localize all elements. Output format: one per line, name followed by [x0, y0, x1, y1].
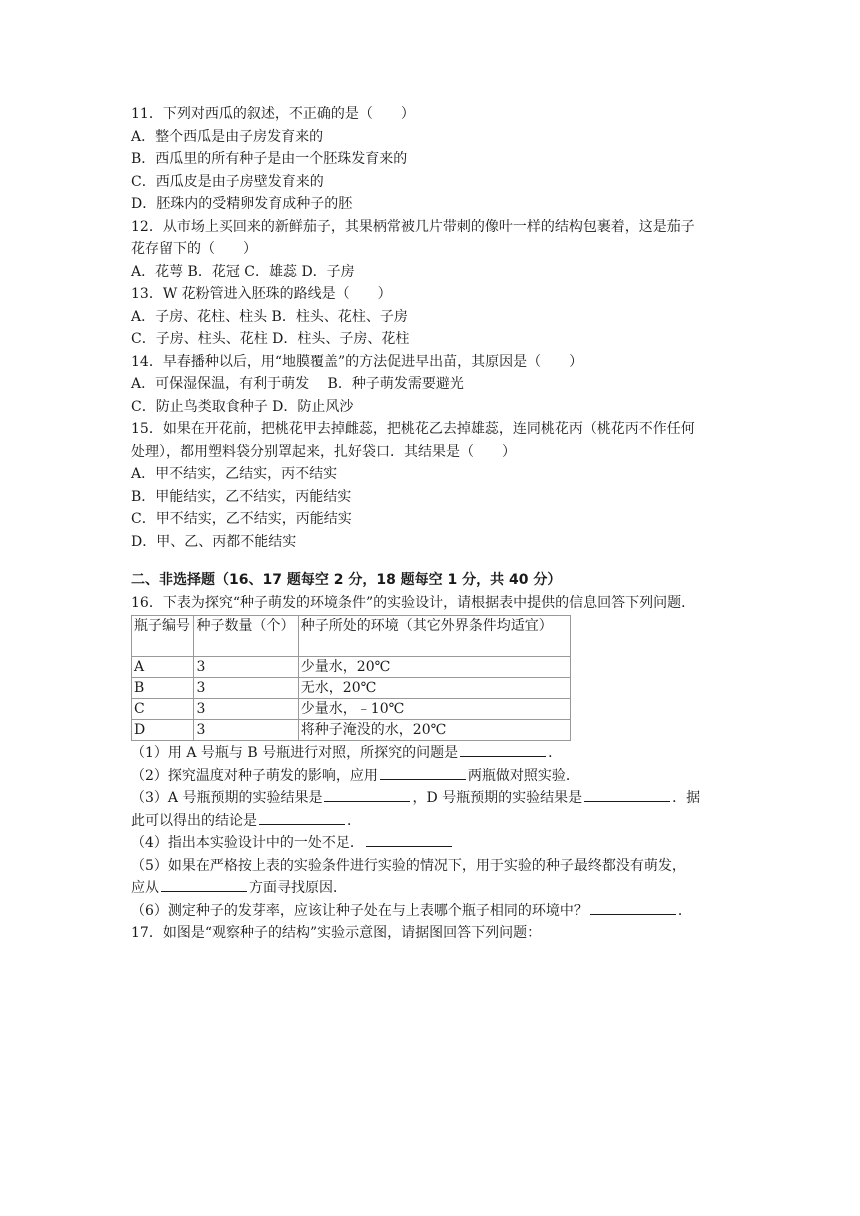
- q14-options-ab: A．可保湿保温，有利于萌发 B．种子萌发需要避光: [131, 376, 464, 392]
- q16-part1: [131, 742, 731, 765]
- answer-blank[interactable]: [380, 765, 466, 780]
- q16-part2: [131, 765, 731, 788]
- q11-stem: 11．下列对西瓜的叙述，不正确的是（ ）: [131, 106, 415, 122]
- q16-part3-line2-end: ．: [347, 812, 361, 829]
- q13-options-ab: A．子房、花柱、柱头 B．柱头、花柱、子房: [131, 308, 408, 325]
- q16-part1-end: ．: [548, 745, 563, 761]
- q16-part3-line2: [131, 810, 731, 833]
- q16-part6: [131, 900, 731, 923]
- q16-part5-line1: （5）如果在严格按上表的实验条件进行实验的情况下，用于实验的种子最终都没有萌发，: [131, 857, 686, 874]
- table-cell: 将种子淹没的水，20℃: [298, 720, 570, 741]
- table-header-cell: 种子数量（个）: [194, 616, 298, 657]
- table-cell: 少量水，20℃: [298, 657, 570, 678]
- q16-part3-text: （3）A 号瓶预期的实验结果是: [131, 790, 323, 806]
- q11-option-d: D．胚珠内的受精卵发育成种子的胚: [131, 196, 353, 212]
- table-cell: D: [132, 720, 194, 741]
- table-cell: 3: [194, 678, 298, 699]
- q15-option-c: C．甲不结实，乙不结实，丙能结实: [131, 511, 352, 527]
- table-row: [132, 657, 571, 678]
- q15-option-d: D．甲、乙、丙都不能结实: [131, 533, 297, 550]
- q16-part3-mid: ，D 号瓶预期的实验结果是: [412, 790, 583, 806]
- q11-option-c: C．西瓜皮是由子房壁发育来的: [131, 173, 324, 190]
- q14-options-cd: C．防止鸟类取食种子 D．防止风沙: [131, 398, 354, 415]
- q16-part3-end: ．据: [672, 790, 701, 806]
- answer-blank[interactable]: [584, 787, 670, 802]
- table-cell: 3: [194, 699, 298, 720]
- q11-option-a: A．整个西瓜是由子房发育来的: [131, 128, 324, 145]
- q13-options-cd: C．子房、柱头、花柱 D．柱头、子房、花柱: [131, 331, 410, 347]
- q16-part4: [131, 832, 731, 855]
- q16-part5-line2-text: 应从: [131, 880, 159, 896]
- table-cell: B: [132, 678, 194, 699]
- q14-stem: 14．早春播种以后，用“地膜覆盖”的方法促进早出苗，其原因是（ ）: [131, 353, 584, 370]
- table-cell: 3: [194, 720, 298, 741]
- q16-part1-text: （1）用 A 号瓶与 B 号瓶进行对照，所探究的问题是: [131, 745, 459, 761]
- q16-stem: 16．下表为探究“种子萌发的环境条件”的实验设计，请根据表中提供的信息回答下列问题．: [131, 594, 696, 611]
- q16-part6-text: （6）测定种子的发芽率，应该让种子处在与上表哪个瓶子相同的环境中？: [131, 902, 588, 919]
- answer-blank[interactable]: [259, 810, 345, 825]
- answer-blank[interactable]: [366, 832, 452, 847]
- table-header-cell: 种子所处的环境（其它外界条件均适宜）: [298, 616, 570, 657]
- q16-part6-end: ．: [677, 902, 692, 919]
- q16-part3: [131, 787, 731, 810]
- experiment-table: [131, 615, 571, 741]
- table-row: [132, 720, 571, 741]
- table-cell: 3: [194, 657, 298, 678]
- table-row: [132, 699, 571, 720]
- table-header-row: [132, 616, 571, 657]
- q15-stem-line1: 15．如果在开花前，把桃花甲去掉雌蕊，把桃花乙去掉雄蕊，连同桃花丙（桃花丙不作任何: [131, 421, 695, 437]
- answer-blank[interactable]: [324, 787, 410, 802]
- answer-blank[interactable]: [161, 877, 247, 892]
- table-cell: C: [132, 699, 194, 720]
- q11-option-b: B．西瓜里的所有种子是由一个胚珠发育来的: [131, 151, 408, 167]
- q16-part2-text: （2）探究温度对种子萌发的影响，应用: [131, 767, 378, 784]
- q17-stem: 17．如图是“观察种子的结构”实验示意图，请据图回答下列问题：: [131, 925, 542, 941]
- table-row: [132, 678, 571, 699]
- table-cell: A: [132, 657, 194, 678]
- q16-part5-line2-end: 方面寻找原因．: [249, 880, 347, 896]
- q13-stem: 13．W 花粉管进入胚珠的路线是（ ）: [131, 286, 392, 302]
- q16-part2-end: 两瓶做对照实验．: [467, 767, 580, 784]
- q15-option-b: B．甲能结实，乙不结实，丙能结实: [131, 488, 352, 505]
- q12-stem-line2: 花存留下的（ ）: [131, 241, 257, 257]
- page-content: [131, 103, 731, 945]
- q12-stem-line1: 12．从市场上买回来的新鲜茄子，其果柄常被几片带刺的像叶一样的结构包裹着，这是茄子: [131, 218, 695, 235]
- q16-part4-text: （4）指出本实验设计中的一处不足．: [131, 835, 364, 851]
- table-cell: 无水，20℃: [298, 678, 570, 699]
- answer-blank[interactable]: [460, 742, 546, 757]
- q12-options: A．花萼 B．花冠 C．雄蕊 D．子房: [131, 263, 355, 280]
- table-cell: 少量水，﹣10℃: [298, 699, 570, 720]
- table-header-cell: 瓶子编号: [132, 616, 194, 657]
- q15-stem-line2: 处理），都用塑料袋分别罩起来，扎好袋口．其结果是（ ）: [131, 443, 516, 460]
- q16-part3-line2-text: 此可以得出的结论是: [131, 812, 257, 829]
- q16-part5-line2: [131, 877, 731, 900]
- q15-option-a: A．甲不结实，乙结实，丙不结实: [131, 466, 338, 482]
- section-2-title: 二、非选择题（16、17 题每空 2 分，18 题每空 1 分，共 40 分）: [131, 572, 562, 588]
- answer-blank[interactable]: [590, 900, 676, 915]
